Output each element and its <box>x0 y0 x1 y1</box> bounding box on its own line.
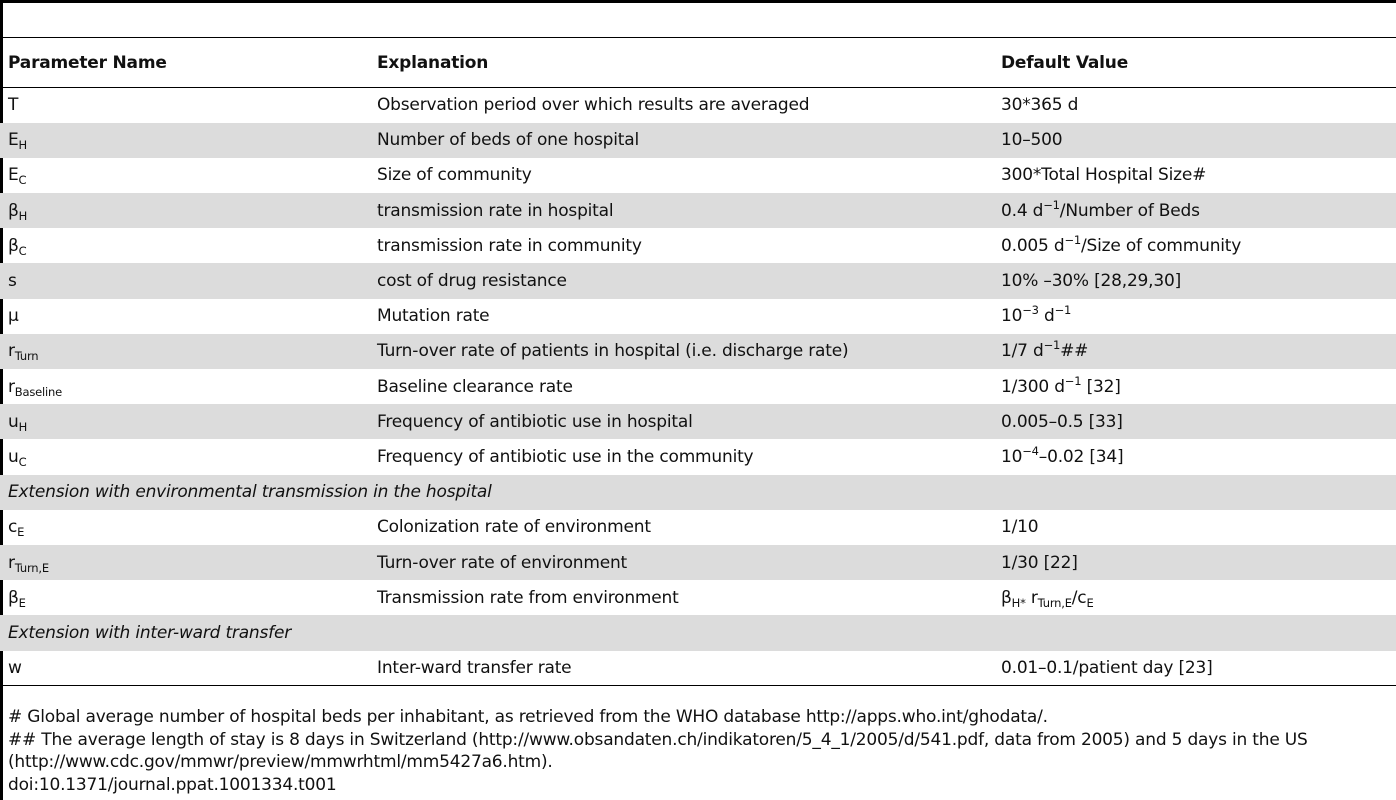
section-row <box>0 475 1396 510</box>
header-row <box>0 38 1396 88</box>
default-value-cell <box>1001 263 1396 298</box>
explanation-cell: Transmission rate from environment <box>377 587 679 608</box>
parameter-subscript: C <box>18 454 27 469</box>
default-value-cell <box>1001 404 1396 439</box>
parameter-symbol: μ <box>8 306 19 327</box>
default-value-cell <box>1001 299 1396 334</box>
table-row <box>0 123 1396 158</box>
default-value-cell <box>1001 334 1396 369</box>
explanation-cell: Baseline clearance rate <box>377 376 573 397</box>
table-row <box>0 439 1396 474</box>
parameter-cell <box>0 158 377 193</box>
explanation-cell: transmission rate in hospital <box>377 193 1001 228</box>
parameter-table <box>0 37 1396 686</box>
table-row <box>0 88 1396 123</box>
explanation-cell: Observation period over which results are averaged <box>377 95 810 116</box>
value-value: 300*Total Hospital Size# <box>1001 165 1207 186</box>
parameter-cell <box>0 404 377 439</box>
explanation-cell: transmission rate in community <box>377 235 642 256</box>
parameter-subscript: Baseline <box>14 384 62 399</box>
default-value-cell <box>1001 228 1396 263</box>
parameter-cell <box>0 369 377 404</box>
default-value-cell <box>1001 580 1396 615</box>
default-value-cell <box>1001 369 1396 404</box>
parameter-subscript: Turn <box>14 349 39 364</box>
value-value-sup: −3 <box>1022 303 1039 318</box>
table-row <box>0 334 1396 369</box>
explanation-cell: Inter-ward transfer rate <box>377 651 1001 686</box>
parameter-cell <box>0 88 377 123</box>
table-row <box>0 299 1396 334</box>
header-default-value: Default Value <box>1001 38 1396 88</box>
explanation-cell: cost of drug resistance <box>377 263 1001 298</box>
parameter-subscript: E <box>17 525 25 540</box>
parameter-cell <box>0 510 377 545</box>
value-value-sup: −4 <box>1022 443 1039 458</box>
value-value-pre: 0.4 d <box>1001 200 1044 221</box>
table-footnotes <box>8 706 1392 796</box>
doi-line: doi:10.1371/journal.ppat.1001334.t001 <box>8 774 337 795</box>
parameter-cell <box>0 123 377 158</box>
table-row <box>0 545 1396 580</box>
value-value-sup: −1 <box>1043 197 1060 212</box>
parameter-symbol: r <box>8 376 15 397</box>
explanation-cell: Mutation rate <box>377 306 490 327</box>
value-value-sub: H* <box>1011 595 1026 610</box>
value-value-post: –0.02 [34] <box>1038 446 1124 467</box>
value-value: 0.01–0.1/patient day [23] <box>1001 657 1213 678</box>
value-value-mid: d <box>1038 306 1055 327</box>
table-row <box>0 404 1396 439</box>
explanation-cell: Colonization rate of environment <box>377 517 651 538</box>
table-row <box>0 369 1396 404</box>
value-value-sup: −1 <box>1064 373 1082 388</box>
value-value-post: [32] <box>1081 376 1121 397</box>
parameter-cell <box>0 263 377 298</box>
parameter-symbol: T <box>8 95 19 116</box>
value-value-mid: r <box>1025 587 1038 608</box>
value-value-sup: −1 <box>1064 232 1082 247</box>
default-value-cell <box>1001 193 1396 228</box>
parameter-cell <box>0 439 377 474</box>
value-value-pre: 0.005 d <box>1001 235 1065 256</box>
default-value-cell <box>1001 439 1396 474</box>
default-value-cell <box>1001 510 1396 545</box>
value-value-pre: 1/300 d <box>1001 376 1065 397</box>
explanation-cell: Turn-over rate of environment <box>377 545 1001 580</box>
parameter-symbol: u <box>8 411 19 432</box>
value-value-post: /Number of Beds <box>1059 200 1200 221</box>
header-parameter-name: Parameter Name <box>0 38 377 88</box>
parameter-cell <box>0 580 377 615</box>
table-row <box>0 158 1396 193</box>
parameter-symbol: E <box>8 165 19 186</box>
value-value: 0.005–0.5 [33] <box>1001 411 1123 432</box>
value-value: 1/10 <box>1001 517 1039 538</box>
parameter-cell <box>0 299 377 334</box>
section-label: Extension with inter-ward transfer <box>0 615 1396 650</box>
value-value-sub3: E <box>1086 595 1094 610</box>
table-row <box>0 651 1396 686</box>
value-value-pre: 10 <box>1001 446 1023 467</box>
table-row <box>0 228 1396 263</box>
table-row <box>0 193 1396 228</box>
value-value: 30*365 d <box>1001 95 1079 116</box>
section-label: Extension with environmental transmission in the hospital <box>0 475 1396 510</box>
explanation-cell: Size of community <box>377 165 532 186</box>
parameter-symbol: β <box>8 235 19 256</box>
value-value-sup2: −1 <box>1054 303 1072 318</box>
parameter-subscript: Turn,E <box>14 560 49 575</box>
default-value-cell <box>1001 651 1396 686</box>
value-value: 10–500 <box>1001 130 1063 151</box>
parameter-symbol: E <box>8 130 19 151</box>
parameter-cell <box>0 334 377 369</box>
table-row <box>0 580 1396 615</box>
value-value-post: ## <box>1060 341 1089 362</box>
parameter-subscript: E <box>18 595 26 610</box>
parameter-symbol: w <box>8 657 22 678</box>
parameter-symbol: u <box>8 446 19 467</box>
parameter-subscript: H <box>18 419 28 434</box>
header-explanation: Explanation <box>377 38 1001 88</box>
parameter-subscript: C <box>18 173 27 188</box>
value-value-post: /c <box>1071 587 1087 608</box>
value-value-post: /Size of community <box>1081 235 1242 256</box>
top-rule <box>0 0 1396 3</box>
footnote-length-of-stay: ## The average length of stay is 8 days in Switzerland (http://www.obsandaten.ch/indikatoren/5_4_1/2005/d/541.pdf, data from 2005) and 5 days in the US (http://www.cdc.gov/mmwr/preview/mmwrhtml/mm5427a6.htm). <box>8 729 1308 772</box>
explanation-cell: Number of beds of one hospital <box>377 123 1001 158</box>
explanation-cell: Frequency of antibiotic use in hospital <box>377 404 1001 439</box>
default-value-cell <box>1001 158 1396 193</box>
parameter-symbol: c <box>8 517 18 538</box>
value-value-pre: 10 <box>1001 306 1023 327</box>
parameter-subscript: H <box>18 208 28 223</box>
parameter-cell <box>0 545 377 580</box>
parameter-cell <box>0 193 377 228</box>
value-value-sup: −1 <box>1043 338 1061 353</box>
parameter-subscript: C <box>18 243 27 258</box>
value-value: 1/30 [22] <box>1001 552 1078 573</box>
value-value-pre: β <box>1001 587 1012 608</box>
explanation-cell: Turn-over rate of patients in hospital (i.e. discharge rate) <box>377 334 1001 369</box>
footnote-beds: # Global average number of hospital beds per inhabitant, as retrieved from the WHO database http://apps.who.int/ghodata/. <box>8 707 1048 727</box>
parameter-symbol: s <box>8 271 17 292</box>
parameter-cell <box>0 651 377 686</box>
parameter-symbol: r <box>8 341 15 362</box>
parameter-symbol: β <box>8 587 19 608</box>
section-row <box>0 615 1396 650</box>
table-row <box>0 510 1396 545</box>
value-value-sub2: Turn,E <box>1037 595 1072 610</box>
parameter-cell <box>0 228 377 263</box>
table-row <box>0 263 1396 298</box>
default-value-cell <box>1001 123 1396 158</box>
explanation-cell: Frequency of antibiotic use in the community <box>377 446 754 467</box>
parameter-symbol: β <box>8 200 19 221</box>
parameter-symbol: r <box>8 552 15 573</box>
default-value-cell <box>1001 545 1396 580</box>
value-value: 10% –30% [28,29,30] <box>1001 271 1182 292</box>
parameter-subscript: H <box>18 138 27 153</box>
value-value-pre: 1/7 d <box>1001 341 1044 362</box>
table-body <box>0 88 1396 686</box>
default-value-cell <box>1001 88 1396 123</box>
